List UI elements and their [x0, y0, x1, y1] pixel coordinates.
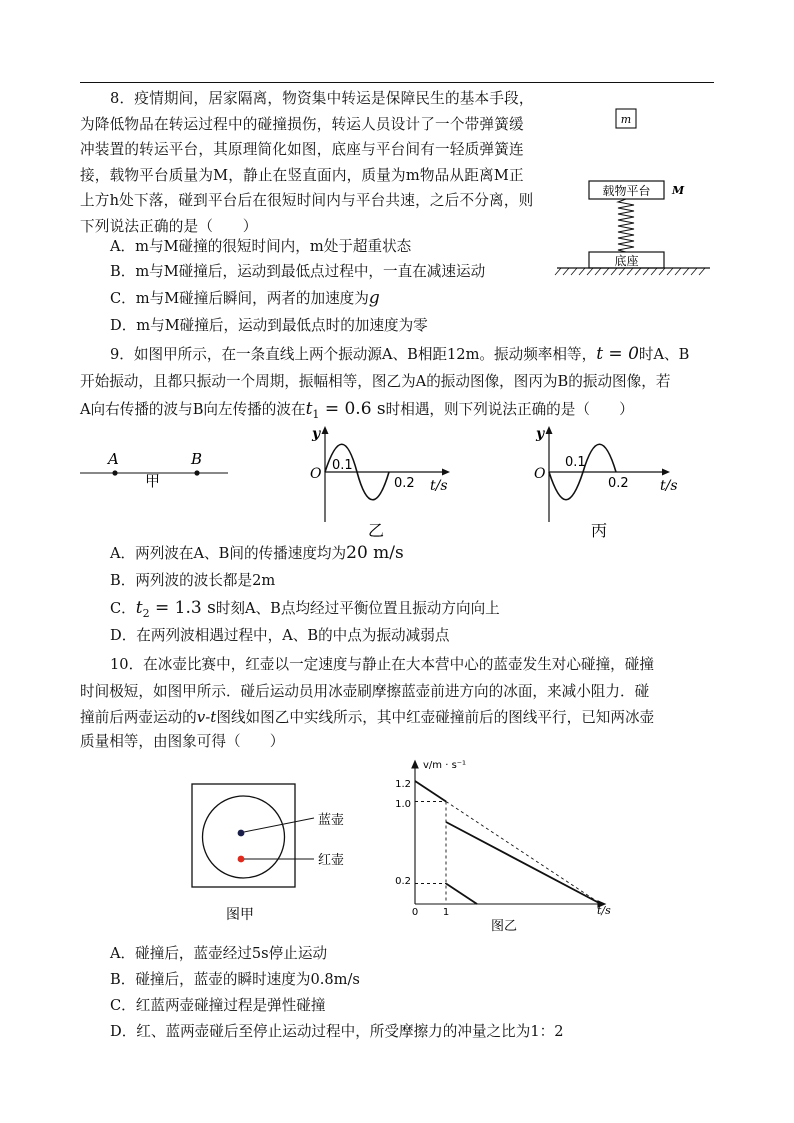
q9-stem-line1 — [110, 344, 689, 365]
q10-stem-line3 — [80, 707, 654, 728]
q9-stem-l1a: 9．如图甲所示，在一条直线上两个振动源A、B相距12m。振动频率相等， — [110, 346, 597, 363]
q8-platform-mass-label: M — [672, 184, 685, 197]
q10-option-b[interactable]: B．碰撞后，蓝壶的瞬时速度为0.8m/s — [110, 971, 360, 988]
q9-figure-bing — [534, 420, 714, 545]
q9-yi-t-label: t/s — [430, 478, 448, 494]
q8-ground-hatch — [555, 268, 705, 275]
q9-option-c-value: = 1.3 s — [149, 598, 216, 618]
q9-jia-caption: 甲 — [145, 472, 161, 490]
q9-bing-y-label: y — [536, 426, 545, 442]
q10-vt-series-0 — [415, 781, 446, 802]
q8-spring-figure — [552, 105, 717, 285]
q8-option-d[interactable]: D．m与M碰撞后，运动到最低点时的加速度为零 — [110, 317, 428, 334]
q10-stem-vt: v-t — [196, 708, 217, 726]
q9-option-a[interactable] — [110, 543, 404, 564]
q9-yi-tick-0-2: 0.2 — [394, 476, 415, 491]
q9-option-c-t: t — [135, 598, 143, 618]
q10-stem-line2: 时间极短，如图甲所示．碰后运动员用冰壶刷摩擦蓝壶前进方向的冰面，来减小阻力．碰 — [80, 683, 650, 700]
q10-vt-series-3 — [446, 884, 477, 905]
q9-bing-caption: 丙 — [591, 521, 608, 540]
q9-jia-label-a: A — [108, 450, 119, 468]
q8-option-c-math: g — [368, 288, 380, 308]
q9-option-c-sub: 2 — [142, 606, 150, 620]
q9-option-c-text: C． — [110, 600, 136, 617]
q9-bing-t-label: t/s — [660, 478, 678, 494]
q9-jia-point-b — [194, 470, 199, 475]
q9-option-a-math: 20 m/s — [346, 543, 404, 563]
q10-vt-x-label: t/s — [597, 904, 611, 917]
q10-vt-y-label: v/m · s⁻¹ — [423, 760, 467, 771]
q10-option-c[interactable]: C．红蓝两壶碰撞过程是弹性碰撞 — [110, 997, 326, 1014]
q10-stem-line1: 10．在冰壶比赛中，红壶以一定速度与静止在大本营中心的蓝壶发生对心碰撞，碰撞 — [110, 656, 654, 673]
q9-option-c-tail: 时刻A、B点均经过平衡位置且振动方向向上 — [215, 600, 500, 617]
q9-figure-yi — [300, 420, 480, 545]
q10-vt-series-1 — [446, 802, 601, 905]
header-rule — [80, 82, 714, 83]
q10-red-label: 红壶 — [318, 853, 345, 868]
q8-block-m-label: m — [620, 113, 632, 126]
q9-stem-t0: t = 0 — [596, 344, 639, 364]
q10-vt-y-arrow — [412, 761, 418, 768]
q9-yi-tick-0-1: 0.1 — [332, 458, 353, 473]
q9-yi-caption: 乙 — [368, 521, 385, 540]
q8-base-label: 底座 — [614, 254, 639, 268]
q9-yi-t-arrow — [442, 469, 450, 476]
q9-stem-l3a: A向右传播的波与B向左传播的波在 — [80, 401, 306, 418]
q9-jia-point-a — [112, 470, 117, 475]
q9-yi-y-label: y — [312, 426, 321, 442]
q10-vt-y-tick-1-2: 1.2 — [395, 779, 411, 790]
q8-spring — [618, 199, 634, 252]
q9-option-d[interactable]: D．在两列波相遇过程中，A、B的中点为振动减弱点 — [110, 627, 450, 644]
q10-blue-leader — [244, 818, 314, 832]
q9-option-b[interactable]: B．两列波的波长都是2m — [110, 572, 276, 589]
q10-vt-axes — [412, 761, 605, 907]
q9-figure-jia — [78, 440, 233, 490]
q10-option-a[interactable]: A．碰撞后，蓝壶经过5s停止运动 — [110, 945, 328, 962]
q9-option-a-text: A．两列波在A、B间的传播速度均为 — [110, 545, 347, 562]
q9-stem-l1b: 时A、B — [638, 346, 690, 363]
q10-vt-x-tick-0: 0 — [411, 907, 419, 918]
q10-stem-l3b: 图线如图乙中实线所示，其中红壶碰撞前后的图线平行，已知两冰壶 — [216, 709, 655, 726]
q9-stem-t1-value: = 0.6 s — [319, 399, 386, 419]
q8-stem: 8．疫情期间，居家隔离，物资集中转运是保障民生的基本手段，为降低物品在转运过程中的碰撞损伤，转运人员设计了一个带弹簧缓冲装置的转运平台，其原理简化如图，底座与平台间有一轻质弹簧连接，载物平台质量为M，静止在竖直面内，质量为m物品从距离M正上方h处下落，碰到平台后在很短时间内与平台共速，之后不分离，则下列说法正确的是（ ） — [80, 90, 534, 235]
q10-stem-line4: 质量相等，由图象可得（ ） — [80, 733, 285, 750]
q9-stem-l3b: 时相遇，则下列说法正确的是（ ） — [385, 401, 634, 418]
q8-option-a[interactable]: A．m与M碰撞的很短时间内，m处于超重状态 — [110, 238, 412, 255]
q10-vt-chart — [385, 754, 615, 939]
q10-stem-l3a: 撞前后两壶运动的 — [80, 709, 197, 726]
q8-platform-label: 载物平台 — [602, 184, 651, 198]
q8-option-c[interactable] — [110, 288, 380, 309]
q10-blue-stone — [238, 830, 245, 837]
q9-bing-tick-0-1: 0.1 — [565, 455, 586, 470]
q10-vt-caption: 图乙 — [491, 919, 518, 934]
q9-bing-origin: O — [534, 466, 546, 482]
q8-option-c-text: C．m与M碰撞后瞬间，两者的加速度为 — [110, 290, 369, 307]
q10-vt-series-2 — [446, 822, 601, 904]
q10-figure-jia — [188, 780, 358, 925]
q9-jia-label-b: B — [191, 450, 203, 468]
q10-red-stone — [238, 856, 245, 863]
q10-vt-series — [415, 781, 601, 904]
q10-vt-y-tick-0-2: 0.2 — [395, 876, 411, 887]
q10-house-circle — [203, 796, 285, 878]
q9-stem-t1-sub: 1 — [312, 407, 320, 421]
q10-jia-caption: 图甲 — [226, 907, 254, 923]
q10-option-d[interactable]: D．红、蓝两壶碰后至停止运动过程中，所受摩擦力的冲量之比为1：2 — [110, 1023, 564, 1040]
q9-bing-t-arrow — [662, 469, 670, 476]
q9-stem-line2: 开始振动，且都只振动一个周期，振幅相等，图乙为A的振动图像，图丙为B的振动图像，若 — [80, 373, 671, 390]
q10-rink-square — [192, 784, 295, 887]
q9-yi-y-arrow — [322, 426, 329, 434]
q10-blue-label: 蓝壶 — [318, 813, 345, 828]
q9-option-c[interactable] — [110, 598, 500, 624]
q10-vt-y-tick-1-0: 1.0 — [395, 799, 411, 810]
q9-bing-y-arrow — [546, 426, 553, 434]
q9-yi-origin: O — [310, 466, 322, 482]
q10-vt-x-tick-1: 1 — [442, 907, 450, 918]
q9-bing-tick-0-2: 0.2 — [608, 476, 629, 491]
q9-stem-t1: t — [305, 399, 313, 419]
q8-option-b[interactable]: B．m与M碰撞后，运动到最低点过程中，一直在减速运动 — [110, 263, 486, 280]
